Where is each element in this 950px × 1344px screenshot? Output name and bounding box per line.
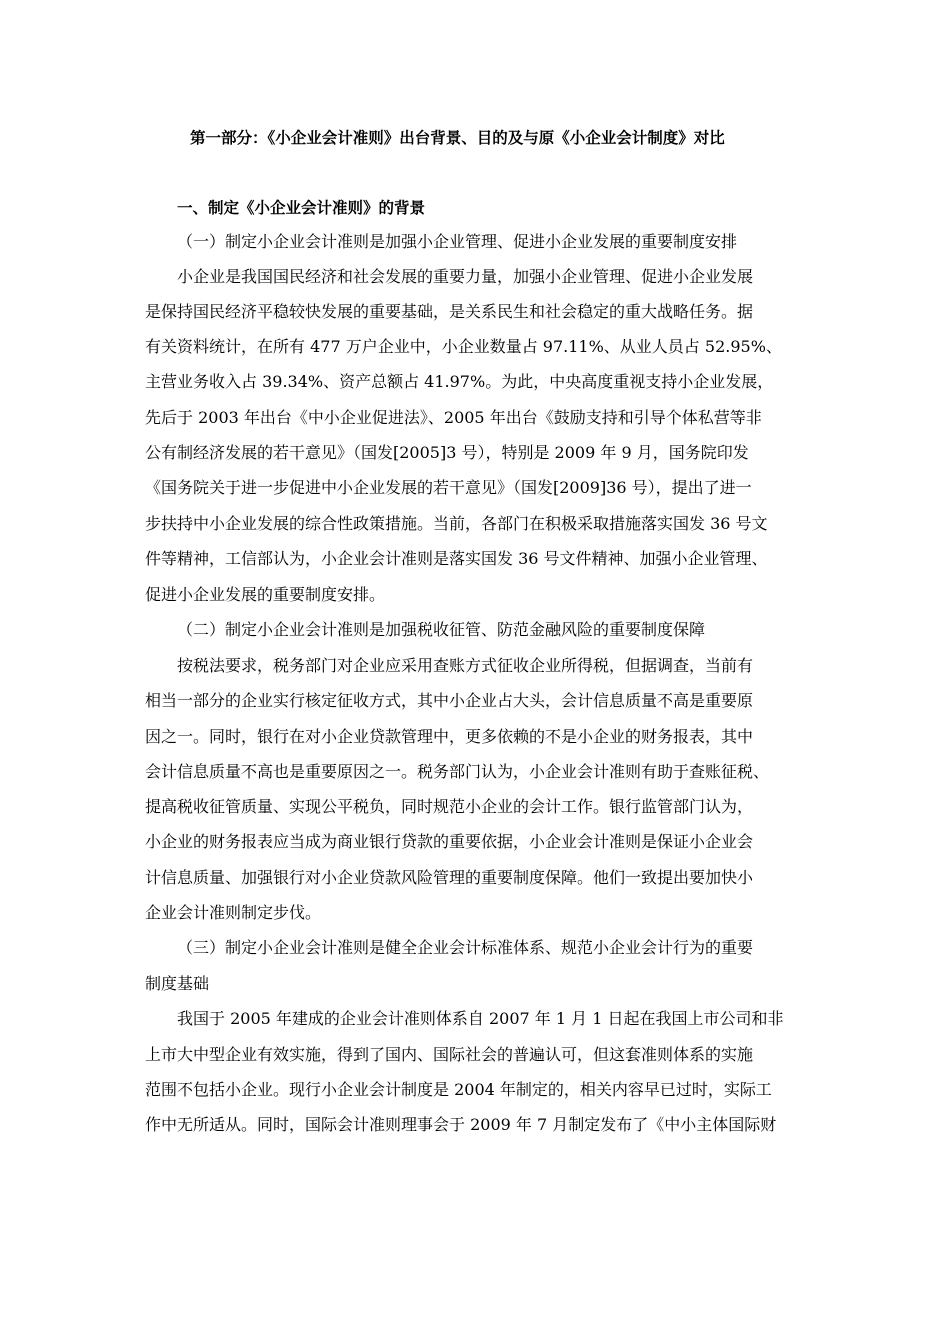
paragraph-line: 我国于 2005 年建成的企业会计准则体系自 2007 年 1 月 1 日起在我国上市公司和非	[177, 1009, 784, 1028]
paragraph-line: 因之一。同时，银行在对小企业贷款管理中，更多依赖的不是小企业的财务报表，其中	[145, 727, 754, 746]
paragraph-line: 计信息质量、加强银行对小企业贷款风险管理的重要制度保障。他们一致提出要加快小	[145, 868, 754, 887]
paragraph-line: 会计信息质量不高也是重要原因之一。税务部门认为，小企业会计准则有助于查账征税、	[145, 762, 770, 781]
paragraph-line: 公有制经济发展的若干意见》（国发[2005]3 号），特别是 2009 年 9 月，国务院印发	[145, 443, 749, 462]
paragraph-line: 小企业是我国国民经济和社会发展的重要力量，加强小企业管理、促进小企业发展	[177, 267, 754, 286]
subsection-heading-continued: 制度基础	[145, 974, 210, 993]
paragraph-line: 小企业的财务报表应当成为商业银行贷款的重要依据，小企业会计准则是保证小企业会	[145, 832, 754, 851]
section-heading: 一、制定《小企业会计准则》的背景	[177, 199, 426, 217]
paragraph-line: 提高税收征管质量、实现公平税负，同时规范小企业的会计工作。银行监管部门认为，	[145, 797, 754, 816]
paragraph-line: 步扶持中小企业发展的综合性政策措施。当前，各部门在积极采取措施落实国发 36 号文	[145, 514, 768, 533]
paragraph-line: 上市大中型企业有效实施，得到了国内、国际社会的普遍认可，但这套准则体系的实施	[145, 1045, 754, 1064]
subsection-heading: （一）制定小企业会计准则是加强小企业管理、促进小企业发展的重要制度安排	[177, 232, 738, 251]
paragraph-line: 有关资料统计，在所有 477 万户企业中，小企业数量占 97.11%、从业人员占 52.95%、	[145, 337, 782, 356]
paragraph-line: 先后于 2003 年出台《中小企业促进法》、2005 年出台《鼓励支持和引导个体私营等非	[145, 408, 762, 427]
paragraph-line: 按税法要求，税务部门对企业应采用查账方式征收企业所得税，但据调查，当前有	[177, 656, 754, 675]
document-title: 第一部分：《小企业会计准则》出台背景、目的及与原《小企业会计制度》对比	[190, 129, 725, 147]
paragraph-line: 促进小企业发展的重要制度安排。	[145, 585, 386, 604]
paragraph-line: 相当一部分的企业实行核定征收方式，其中小企业占大头，会计信息质量不高是重要原	[145, 691, 754, 710]
paragraph-line: 主营业务收入占 39.34%、资产总额占 41.97%。为此，中央高度重视支持小企业发展，	[145, 372, 774, 391]
paragraph-line: 件等精神，工信部认为，小企业会计准则是落实国发 36 号文件精神、加强小企业管理、	[145, 549, 768, 568]
paragraph-line: 《国务院关于进一步促进中小企业发展的若干意见》（国发[2009]36 号），提出了进一	[145, 478, 752, 497]
paragraph-line: 作中无所适从。同时，国际会计准则理事会于 2009 年 7 月制定发布了《中小主体国际财	[145, 1115, 777, 1134]
paragraph-line: 范围不包括小企业。现行小企业会计制度是 2004 年制定的，相关内容早已过时，实际工	[145, 1080, 772, 1099]
subsection-heading: （二）制定小企业会计准则是加强税收征管、防范金融风险的重要制度保障	[177, 620, 706, 639]
subsection-heading: （三）制定小企业会计准则是健全企业会计标准体系、规范小企业会计行为的重要	[177, 938, 754, 957]
paragraph-line: 是保持国民经济平稳较快发展的重要基础，是关系民生和社会稳定的重大战略任务。据	[145, 302, 754, 321]
paragraph-line: 企业会计准则制定步伐。	[145, 903, 322, 922]
